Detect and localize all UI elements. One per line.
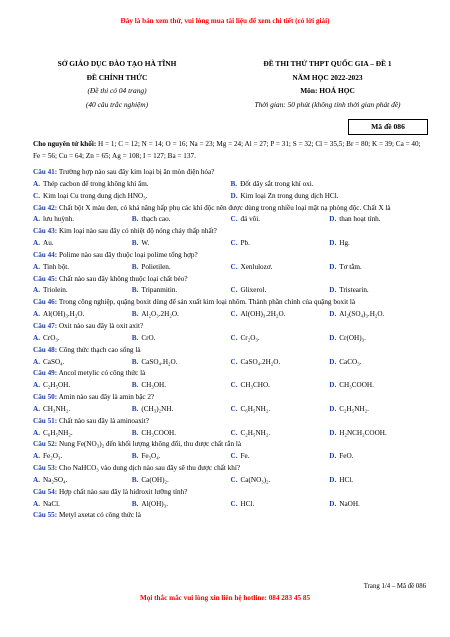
question-text: Amin nào sau đây là amin bậc 2? bbox=[57, 393, 155, 402]
question-number: Câu 48: bbox=[33, 345, 58, 354]
time-limit: Thời gian: 50 phút (không tính thời gian phát đề) bbox=[254, 99, 401, 109]
question-item bbox=[33, 392, 428, 416]
option-text: Fe₃O₄. bbox=[141, 452, 161, 461]
option-letter: D. bbox=[329, 475, 337, 484]
option-text: Cr₂O₃. bbox=[240, 333, 260, 342]
question-stem bbox=[33, 392, 428, 404]
answer-option bbox=[132, 357, 231, 369]
answer-option bbox=[231, 380, 330, 392]
option-letter: D. bbox=[329, 333, 337, 342]
answer-option bbox=[33, 191, 231, 203]
option-text: Polietilen. bbox=[141, 262, 171, 271]
option-letter: B. bbox=[131, 452, 139, 461]
answer-row bbox=[33, 357, 428, 369]
answer-option bbox=[33, 428, 132, 440]
option-letter: B. bbox=[131, 215, 139, 224]
question-number: Câu 53: bbox=[33, 464, 58, 473]
question-number: Câu 55: bbox=[33, 511, 58, 520]
option-text: Kim loại Zn trong dung dịch HCl. bbox=[240, 191, 339, 200]
answer-row bbox=[33, 179, 428, 191]
option-text: HCl. bbox=[339, 475, 354, 484]
option-text: Ca(OH)₂. bbox=[141, 475, 169, 484]
question-text: Công thức thạch cao sống là bbox=[57, 345, 141, 354]
option-letter: D. bbox=[329, 381, 337, 390]
question-item bbox=[33, 274, 428, 298]
department-name: SỞ GIÁO DỤC ĐÀO TẠO HÀ TĨNH bbox=[57, 59, 177, 68]
question-text: Oxit nào sau đây là oxit axit? bbox=[57, 321, 144, 330]
option-text: NaCl. bbox=[43, 499, 60, 508]
answer-option bbox=[132, 451, 231, 463]
option-text: Thép cacbon để trong không khí ẩm. bbox=[43, 179, 149, 188]
option-text: Ca(NO₃)₂. bbox=[240, 475, 271, 484]
option-letter: C. bbox=[230, 215, 238, 224]
option-text: đá vôi. bbox=[240, 215, 261, 224]
answer-option bbox=[33, 214, 132, 226]
question-item bbox=[33, 297, 428, 321]
answer-option bbox=[33, 285, 132, 297]
question-text: Hợp chất nào sau đây là hiđroxit lưỡng tính? bbox=[57, 487, 188, 496]
answer-option bbox=[329, 357, 428, 369]
question-stem bbox=[33, 345, 428, 357]
answer-option bbox=[231, 191, 429, 203]
option-letter: C. bbox=[230, 499, 238, 508]
option-text: CaCO₃. bbox=[339, 357, 362, 366]
question-text: Metyl axetat có công thức là bbox=[57, 511, 141, 520]
question-number: Câu 54: bbox=[33, 487, 58, 496]
option-letter: D. bbox=[329, 499, 337, 508]
question-text: Chất nào sau đây không thuộc loại chất béo? bbox=[57, 274, 188, 283]
question-item bbox=[33, 321, 428, 345]
option-letter: B. bbox=[131, 357, 139, 366]
answer-option bbox=[33, 380, 132, 392]
option-letter: A. bbox=[33, 452, 40, 461]
answer-option bbox=[329, 428, 428, 440]
option-letter: D. bbox=[329, 428, 337, 437]
question-item bbox=[33, 439, 428, 463]
answer-row bbox=[33, 333, 428, 345]
option-text: C₂H₅NH₂. bbox=[339, 404, 369, 413]
option-text: Tristearin. bbox=[339, 286, 369, 295]
answer-option bbox=[231, 309, 330, 321]
option-text: CrO₃. bbox=[43, 333, 60, 342]
answer-option bbox=[33, 262, 132, 274]
answer-row bbox=[33, 451, 428, 463]
option-letter: C. bbox=[230, 310, 238, 319]
option-letter: A. bbox=[33, 179, 40, 188]
option-text: Cr(OH)₃. bbox=[339, 333, 366, 342]
answer-row bbox=[33, 262, 428, 274]
option-text: Fe₂O₃. bbox=[43, 452, 63, 461]
option-text: thạch cao. bbox=[141, 215, 171, 224]
preview-notice-banner: Đây là bản xem thử, vui lòng mua tài liệu để xem chi tiết (có lời giải) bbox=[120, 17, 330, 25]
question-text: Polime nào sau đây thuộc loại polime tổng hợp? bbox=[57, 250, 198, 259]
answer-option bbox=[132, 262, 231, 274]
option-text: Pb. bbox=[240, 239, 250, 248]
answer-option bbox=[329, 451, 428, 463]
answer-option bbox=[132, 333, 231, 345]
answer-option bbox=[329, 309, 428, 321]
option-text: HCl. bbox=[240, 499, 255, 508]
option-text: C₂H₅OH. bbox=[43, 381, 71, 390]
option-text: Hg. bbox=[339, 239, 350, 248]
option-text: Tơ tằm. bbox=[339, 262, 362, 271]
option-letter: A. bbox=[33, 333, 40, 342]
option-letter: B. bbox=[230, 179, 238, 188]
option-text: Na₂SO₄. bbox=[43, 475, 68, 484]
option-letter: B. bbox=[131, 262, 139, 271]
option-letter: C. bbox=[230, 333, 238, 342]
answer-option bbox=[329, 262, 428, 274]
answer-row bbox=[33, 238, 428, 250]
question-item bbox=[33, 368, 428, 392]
answer-option bbox=[231, 333, 330, 345]
answer-option bbox=[231, 499, 330, 511]
option-text: Xenlulozơ. bbox=[240, 262, 273, 271]
answer-option bbox=[132, 499, 231, 511]
option-text: Al(OH)₃.H₂O. bbox=[43, 310, 85, 319]
option-text: CaSO₄.2H₂O. bbox=[240, 357, 281, 366]
question-item bbox=[33, 250, 428, 274]
answer-option bbox=[231, 357, 330, 369]
option-letter: C. bbox=[230, 381, 238, 390]
question-number: Câu 41: bbox=[33, 168, 58, 176]
option-text: CrO. bbox=[141, 333, 156, 342]
option-letter: C. bbox=[230, 286, 238, 295]
option-letter: B. bbox=[131, 475, 139, 484]
option-text: C₆H₅NH₂. bbox=[240, 404, 271, 413]
answer-option bbox=[132, 404, 231, 416]
answer-row bbox=[33, 428, 428, 440]
option-letter: D. bbox=[329, 215, 337, 224]
option-letter: B. bbox=[131, 428, 139, 437]
question-text: Ancol metylic có công thức là bbox=[57, 369, 146, 378]
option-letter: C. bbox=[230, 475, 238, 484]
option-text: Tinh bột. bbox=[43, 262, 70, 271]
option-text: CaSO₄. bbox=[43, 357, 65, 366]
answer-option bbox=[231, 285, 330, 297]
answer-option bbox=[329, 475, 428, 487]
option-letter: D. bbox=[329, 404, 337, 413]
answer-option bbox=[231, 428, 330, 440]
question-list bbox=[33, 167, 428, 522]
option-text: than hoạt tính. bbox=[339, 215, 381, 224]
question-text: Chất bột X màu đen, có khả năng hấp phụ các khí độc nên được dùng trong nhiều loại mặt nạ phòng độc. Chất X là bbox=[57, 203, 391, 212]
option-letter: A. bbox=[33, 404, 40, 413]
answer-option bbox=[329, 404, 428, 416]
header-right bbox=[225, 57, 430, 111]
option-text: Al(OH)₃.2H₂O. bbox=[240, 310, 286, 319]
option-letter: A. bbox=[33, 357, 40, 366]
answer-option bbox=[329, 333, 428, 345]
option-letter: C. bbox=[230, 404, 238, 413]
answer-option bbox=[132, 428, 231, 440]
option-letter: D. bbox=[329, 452, 337, 461]
option-letter: A. bbox=[33, 310, 40, 319]
answer-row bbox=[33, 214, 428, 226]
option-text: Al₂(SO₄)₃.H₂O. bbox=[339, 310, 385, 319]
answer-row bbox=[33, 404, 428, 416]
answer-row bbox=[33, 475, 428, 487]
question-number: Câu 51: bbox=[33, 416, 58, 425]
header-left bbox=[22, 57, 212, 111]
option-letter: B. bbox=[131, 404, 139, 413]
option-text: Al(OH)₃. bbox=[141, 499, 169, 508]
option-letter: C. bbox=[230, 262, 238, 271]
answer-option bbox=[33, 238, 132, 250]
question-stem bbox=[33, 510, 428, 522]
question-text: Chất nào sau đây là aminoaxit? bbox=[57, 416, 149, 425]
option-text: C₆H₅NH₂. bbox=[43, 428, 73, 437]
option-text: Triolein. bbox=[43, 286, 68, 295]
question-stem bbox=[33, 274, 428, 286]
question-item bbox=[33, 510, 428, 522]
option-text: H₂NCH₂COOH. bbox=[339, 428, 387, 437]
option-letter: D. bbox=[329, 357, 337, 366]
question-text: Kim loại nào sau đây có nhiệt độ nóng chảy thấp nhất? bbox=[57, 227, 217, 236]
exam-code-box: Mã đề 086 bbox=[348, 119, 428, 135]
question-stem bbox=[33, 416, 428, 428]
option-text: Au. bbox=[43, 239, 54, 248]
question-stem bbox=[33, 203, 428, 215]
question-count-note: (40 câu trắc nghiệm) bbox=[85, 99, 149, 109]
answer-option bbox=[132, 238, 231, 250]
answer-option bbox=[231, 238, 330, 250]
answer-row bbox=[33, 499, 428, 511]
option-letter: C. bbox=[230, 452, 238, 461]
question-item bbox=[33, 226, 428, 250]
answer-option bbox=[329, 285, 428, 297]
answer-option bbox=[132, 380, 231, 392]
option-letter: A. bbox=[33, 499, 40, 508]
hotline-banner: Mọi thắc mắc vui lòng xin liên hệ hotline: 084 283 45 85 bbox=[139, 594, 311, 602]
question-stem bbox=[33, 321, 428, 333]
question-text: Trong công nghiệp, quặng boxit dùng để sản xuất kim loại nhôm. Thành phần chính của quặng boxit là bbox=[57, 298, 356, 307]
option-text: Fe. bbox=[240, 452, 250, 461]
question-number: Câu 47: bbox=[33, 321, 58, 330]
answer-row bbox=[33, 309, 428, 321]
option-text: FeO. bbox=[339, 452, 354, 461]
answer-option bbox=[33, 499, 132, 511]
option-text: CH₃NH₂. bbox=[43, 404, 71, 413]
option-letter: D. bbox=[329, 286, 337, 295]
option-letter: C. bbox=[230, 357, 238, 366]
option-letter: C. bbox=[230, 239, 238, 248]
answer-option bbox=[33, 451, 132, 463]
question-text: Cho NaHCO₃ vào dung dịch nào sau đây sẽ thu được chất khí? bbox=[57, 464, 241, 473]
option-letter: A. bbox=[33, 239, 40, 248]
option-letter: C. bbox=[230, 428, 238, 437]
question-stem bbox=[33, 226, 428, 238]
question-number: Câu 45: bbox=[33, 274, 58, 283]
answer-row bbox=[33, 285, 428, 297]
option-letter: D. bbox=[329, 239, 337, 248]
answer-option bbox=[33, 179, 231, 191]
option-letter: A. bbox=[33, 475, 40, 484]
atomic-mass-label: Cho nguyên tử khối: bbox=[33, 140, 97, 148]
answer-option bbox=[33, 404, 132, 416]
answer-option bbox=[132, 309, 231, 321]
answer-option bbox=[329, 499, 428, 511]
option-text: NaOH. bbox=[339, 499, 360, 508]
answer-option bbox=[33, 333, 132, 345]
question-text: Nung Fe(NO₃)₂ đến khối lượng không đổi, thu được chất rắn là bbox=[57, 440, 242, 449]
question-item bbox=[33, 487, 428, 511]
option-text: Kim loại Cu trong dung dịch HNO₃. bbox=[43, 191, 148, 200]
option-text: Đốt dây sắt trong khí oxi. bbox=[240, 179, 314, 188]
answer-option bbox=[231, 404, 330, 416]
question-item bbox=[33, 167, 428, 203]
question-number: Câu 49: bbox=[33, 369, 58, 378]
question-stem bbox=[33, 368, 428, 380]
option-text: CH₃COOH. bbox=[141, 428, 176, 437]
question-number: Câu 50: bbox=[33, 393, 58, 402]
answer-option bbox=[132, 285, 231, 297]
answer-option bbox=[33, 357, 132, 369]
option-letter: B. bbox=[131, 499, 139, 508]
answer-option bbox=[231, 262, 330, 274]
question-item bbox=[33, 416, 428, 440]
answer-option bbox=[231, 179, 429, 191]
question-item bbox=[33, 463, 428, 487]
question-stem bbox=[33, 487, 428, 499]
option-text: (CH₃)₂NH. bbox=[141, 404, 174, 413]
answer-option bbox=[33, 475, 132, 487]
option-letter: A. bbox=[33, 428, 40, 437]
answer-option bbox=[231, 451, 330, 463]
question-number: Câu 44: bbox=[33, 250, 58, 259]
option-letter: C. bbox=[33, 191, 40, 200]
question-number: Câu 43: bbox=[33, 227, 58, 236]
answer-option bbox=[329, 214, 428, 226]
option-letter: D. bbox=[230, 191, 238, 200]
option-letter: A. bbox=[33, 262, 40, 271]
answer-row bbox=[33, 380, 428, 392]
atomic-mass-info bbox=[33, 139, 428, 162]
option-letter: B. bbox=[131, 333, 139, 342]
exam-title: ĐỀ THI THỬ THPT QUỐC GIA – ĐỀ 1 bbox=[263, 59, 392, 68]
official-exam-label: ĐỀ CHÍNH THỨC bbox=[86, 72, 148, 82]
answer-row bbox=[33, 191, 428, 203]
atomic-mass-values: H = 1; C = 12; N = 14; O = 16; Na = 23; Mg = 24; Al = 27; P = 31; S = 32; Cl = 35,5; Br = 80; K = 39; Ca = 40; Fe = 56; Cu = 64; Zn = 65; Ag = 108; I = 127; Ba = 137. bbox=[33, 140, 421, 160]
option-text: CH₃OH. bbox=[141, 381, 167, 390]
page-footer: Trang 1/4 – Mã đề 086 bbox=[363, 583, 426, 590]
question-stem bbox=[33, 463, 428, 475]
question-number: Câu 52: bbox=[33, 440, 58, 449]
answer-option bbox=[33, 309, 132, 321]
option-letter: D. bbox=[329, 262, 337, 271]
question-stem bbox=[33, 250, 428, 262]
option-text: lưu huỳnh. bbox=[43, 215, 75, 224]
option-text: Tripanmitin. bbox=[141, 286, 178, 295]
answer-option bbox=[329, 238, 428, 250]
option-letter: B. bbox=[131, 381, 139, 390]
answer-option bbox=[231, 475, 330, 487]
option-letter: B. bbox=[131, 310, 139, 319]
option-letter: A. bbox=[33, 286, 40, 295]
option-letter: A. bbox=[33, 215, 40, 224]
question-number: Câu 46: bbox=[33, 298, 58, 307]
question-stem bbox=[33, 297, 428, 309]
question-number: Câu 42: bbox=[33, 203, 58, 212]
option-text: CH₃COOH. bbox=[339, 381, 374, 390]
answer-option bbox=[329, 380, 428, 392]
subject: Môn: HOÁ HỌC bbox=[300, 86, 355, 95]
option-letter: D. bbox=[329, 310, 337, 319]
answer-option bbox=[132, 475, 231, 487]
question-item bbox=[33, 203, 428, 227]
option-text: Al₂O₃.2H₂O. bbox=[141, 310, 179, 319]
school-year: NĂM HỌC 2022-2023 bbox=[292, 72, 363, 82]
option-text: CaSO₄.H₂O. bbox=[141, 357, 178, 366]
question-stem bbox=[33, 439, 428, 451]
question-stem bbox=[33, 167, 428, 179]
question-text: Trường hợp nào sau đây kim loại bị ăn mòn điện hóa? bbox=[57, 168, 215, 176]
option-letter: A. bbox=[33, 381, 40, 390]
option-text: Glixerol. bbox=[240, 286, 267, 295]
option-letter: B. bbox=[131, 239, 139, 248]
answer-option bbox=[132, 214, 231, 226]
option-letter: B. bbox=[131, 286, 139, 295]
option-text: W. bbox=[141, 239, 150, 248]
option-text: C₂H₅NH₂. bbox=[240, 428, 271, 437]
question-item bbox=[33, 345, 428, 369]
page-count-note: (Đề thi có 04 trang) bbox=[87, 86, 147, 95]
option-text: CH₃CHO. bbox=[240, 381, 270, 390]
answer-option bbox=[231, 214, 330, 226]
